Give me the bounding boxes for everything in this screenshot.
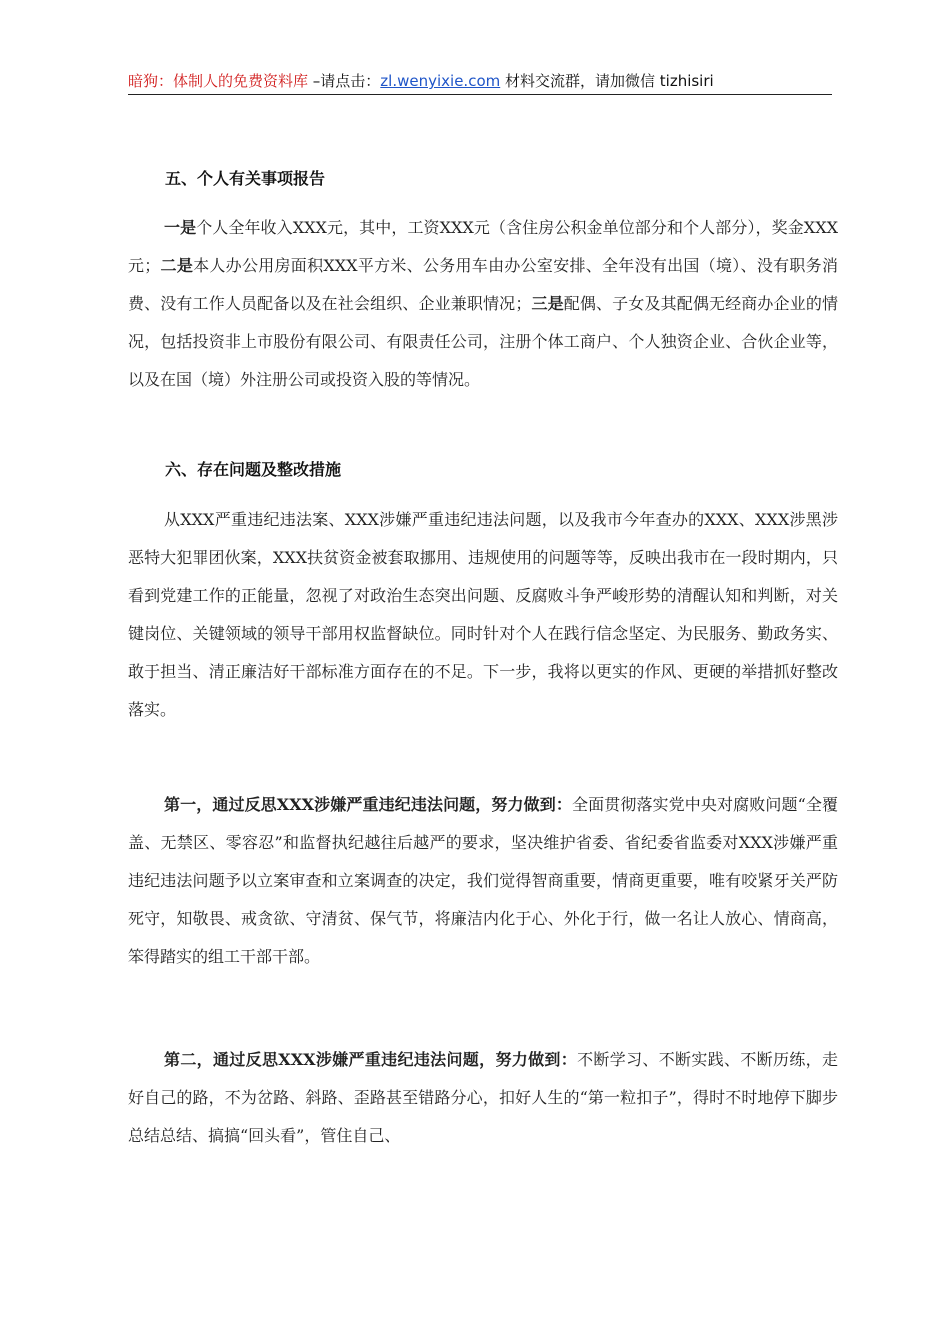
lead-second: 第二，通过反思XXX涉嫌严重违纪违法问题，努力做到： [164, 1050, 578, 1069]
text-segment: 本人办公用房面积XXX平方米、公务用车由办公室安排、全年没有出国（境）、没有职务消费、没有工作人员配备以及在社会组织、企业兼职情况； [128, 256, 838, 313]
paragraph-second-measure [128, 1041, 838, 1155]
section-heading-5: 五、个人有关事项报告 [165, 169, 326, 188]
lead-yi-shi: 一是 [164, 218, 197, 237]
text-segment: 个人全年收入XXX元，其中，工资XXX元（含住房公积金单位部分和个人部分），奖金XXX元； [128, 218, 838, 275]
header-link[interactable]: zl.wenyixie.com [380, 72, 501, 90]
text-segment: 从XXX严重违纪违法案、XXX涉嫌严重违纪违法问题，以及我市今年查办的XXX、XXX涉黑涉恶特大犯罪团伙案，XXX扶贫资金被套取挪用、违规使用的问题等等，反映出我市在一段时期内，只看到党建工作的正能量，忽视了对政治生态突出问题、反腐败斗争严峻形势的清醒认知和判断，对关键岗位、关键领域的领导干部用权监督缺位。同时针对个人在践行信念坚定、为民服务、勤政务实、敢于担当、清正廉洁好干部标准方面存在的不足。下一步，我将以更实的作风、更硬的举措抓好整改落实。 [128, 510, 838, 719]
lead-san-shi: 三是 [531, 294, 564, 313]
paragraph-first-measure [128, 786, 838, 976]
lead-er-shi: 二是 [160, 256, 194, 275]
text-segment: 全面贯彻落实党中央对腐败问题“全覆盖、无禁区、零容忍”和监督执纪越往后越严的要求，坚决维护省委、省纪委省监委对XXX涉嫌严重违纪违法问题予以立案审查和立案调查的决定，我们觉得智商重要，情商更重要，唯有咬紧牙关严防死守，知敬畏、戒贪欲、守清贫、保气节，将廉洁内化于心、外化于行，做一名让人放心、情商高，笨得踏实的组工干部干部。 [128, 795, 838, 966]
text-segment: 配偶、子女及其配偶无经商办企业的情况，包括投资非上市股份有限公司、有限责任公司，注册个体工商户、个人独资企业、合伙企业等，以及在国（境）外注册公司或投资入股的等情况。 [128, 294, 838, 389]
lead-first: 第一，通过反思XXX涉嫌严重违纪违法问题，努力做到： [164, 795, 572, 814]
text-segment: 不断学习、不断实践、不断历练，走好自己的路，不为岔路、斜路、歪路甚至错路分心，扣好人生的“第一粒扣子”，得时不时地停下脚步总结总结、搞搞“回头看”，管住自己、 [128, 1050, 838, 1145]
header-click-prompt: –请点击： [308, 72, 381, 90]
paragraph-personal-matters [128, 209, 838, 399]
page-header [128, 70, 832, 94]
header-wechat-note: 材料交流群，请加微信 tizhisiri [500, 72, 714, 90]
section-heading-6: 六、存在问题及整改措施 [165, 460, 342, 479]
header-divider [128, 94, 832, 95]
paragraph-problems [128, 501, 838, 729]
header-site-name: 暗狗：体制人的免费资料库 [128, 72, 309, 90]
